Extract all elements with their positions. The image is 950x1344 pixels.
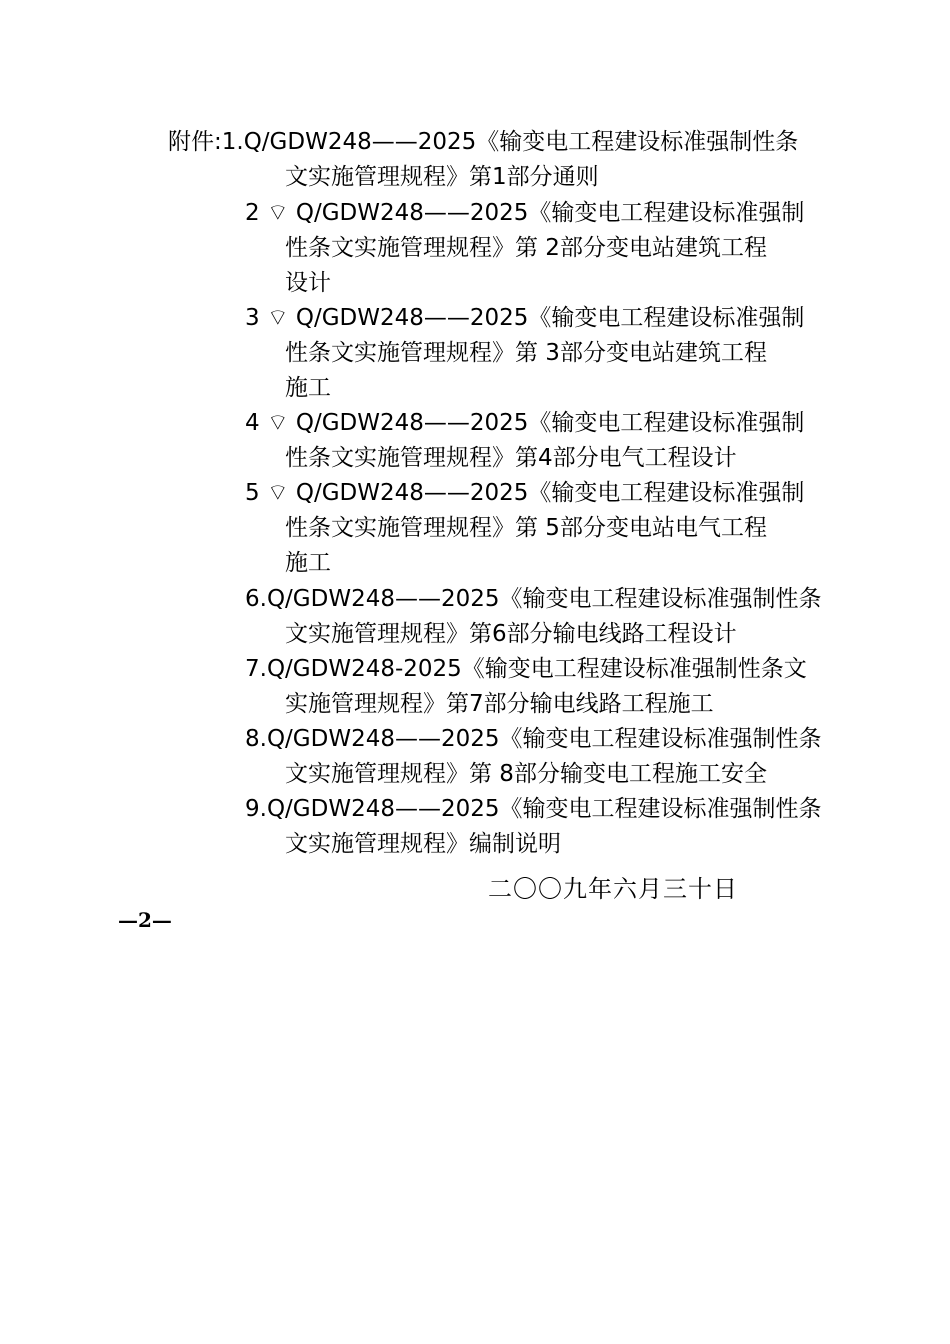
attachment-5-line-3: 施工 [285, 550, 331, 576]
attachment-5-line-2: 性条文实施管理规程》第 5部分变电站电气工程 [285, 515, 767, 541]
attachment-2-line-3: 设计 [285, 270, 331, 296]
attachment-1-line-1: 附件:1.Q/GDW248——2025《输变电工程建设标准强制性条 [168, 129, 799, 155]
page-number: —2— [118, 908, 172, 932]
attachment-8-line-1: 8.Q/GDW248——2025《输变电工程建设标准强制性条 [245, 726, 822, 752]
attachment-3-line-1: 3 ⌔ Q/GDW248——2025《输变电工程建设标准强制 [245, 305, 805, 331]
attachment-5-line-1: 5 ⌔ Q/GDW248——2025《输变电工程建设标准强制 [245, 480, 805, 506]
attachment-8-line-2: 文实施管理规程》第 8部分输变电工程施工安全 [285, 761, 767, 787]
attachment-4-line-2: 性条文实施管理规程》第4部分电气工程设计 [285, 445, 737, 471]
attachment-2-line-2: 性条文实施管理规程》第 2部分变电站建筑工程 [285, 235, 767, 261]
attachment-6-line-1: 6.Q/GDW248——2025《输变电工程建设标准强制性条 [245, 586, 822, 612]
attachment-2-line-1: 2 ⌔ Q/GDW248——2025《输变电工程建设标准强制 [245, 200, 805, 226]
attachment-4-line-1: 4 ⌔ Q/GDW248——2025《输变电工程建设标准强制 [245, 410, 805, 436]
document-date: 二〇〇九年六月三十日 [488, 875, 738, 903]
attachment-7-line-2: 实施管理规程》第7部分输电线路工程施工 [285, 691, 714, 717]
attachment-7-line-1: 7.Q/GDW248-2025《输变电工程建设标准强制性条文 [245, 656, 807, 682]
attachment-1-line-2: 文实施管理规程》第1部分通则 [285, 164, 599, 190]
attachment-3-line-3: 施工 [285, 375, 331, 401]
attachment-9-line-1: 9.Q/GDW248——2025《输变电工程建设标准强制性条 [245, 796, 822, 822]
attachment-6-line-2: 文实施管理规程》第6部分输电线路工程设计 [285, 621, 737, 647]
attachment-9-line-2: 文实施管理规程》编制说明 [285, 831, 561, 857]
attachment-3-line-2: 性条文实施管理规程》第 3部分变电站建筑工程 [285, 340, 767, 366]
